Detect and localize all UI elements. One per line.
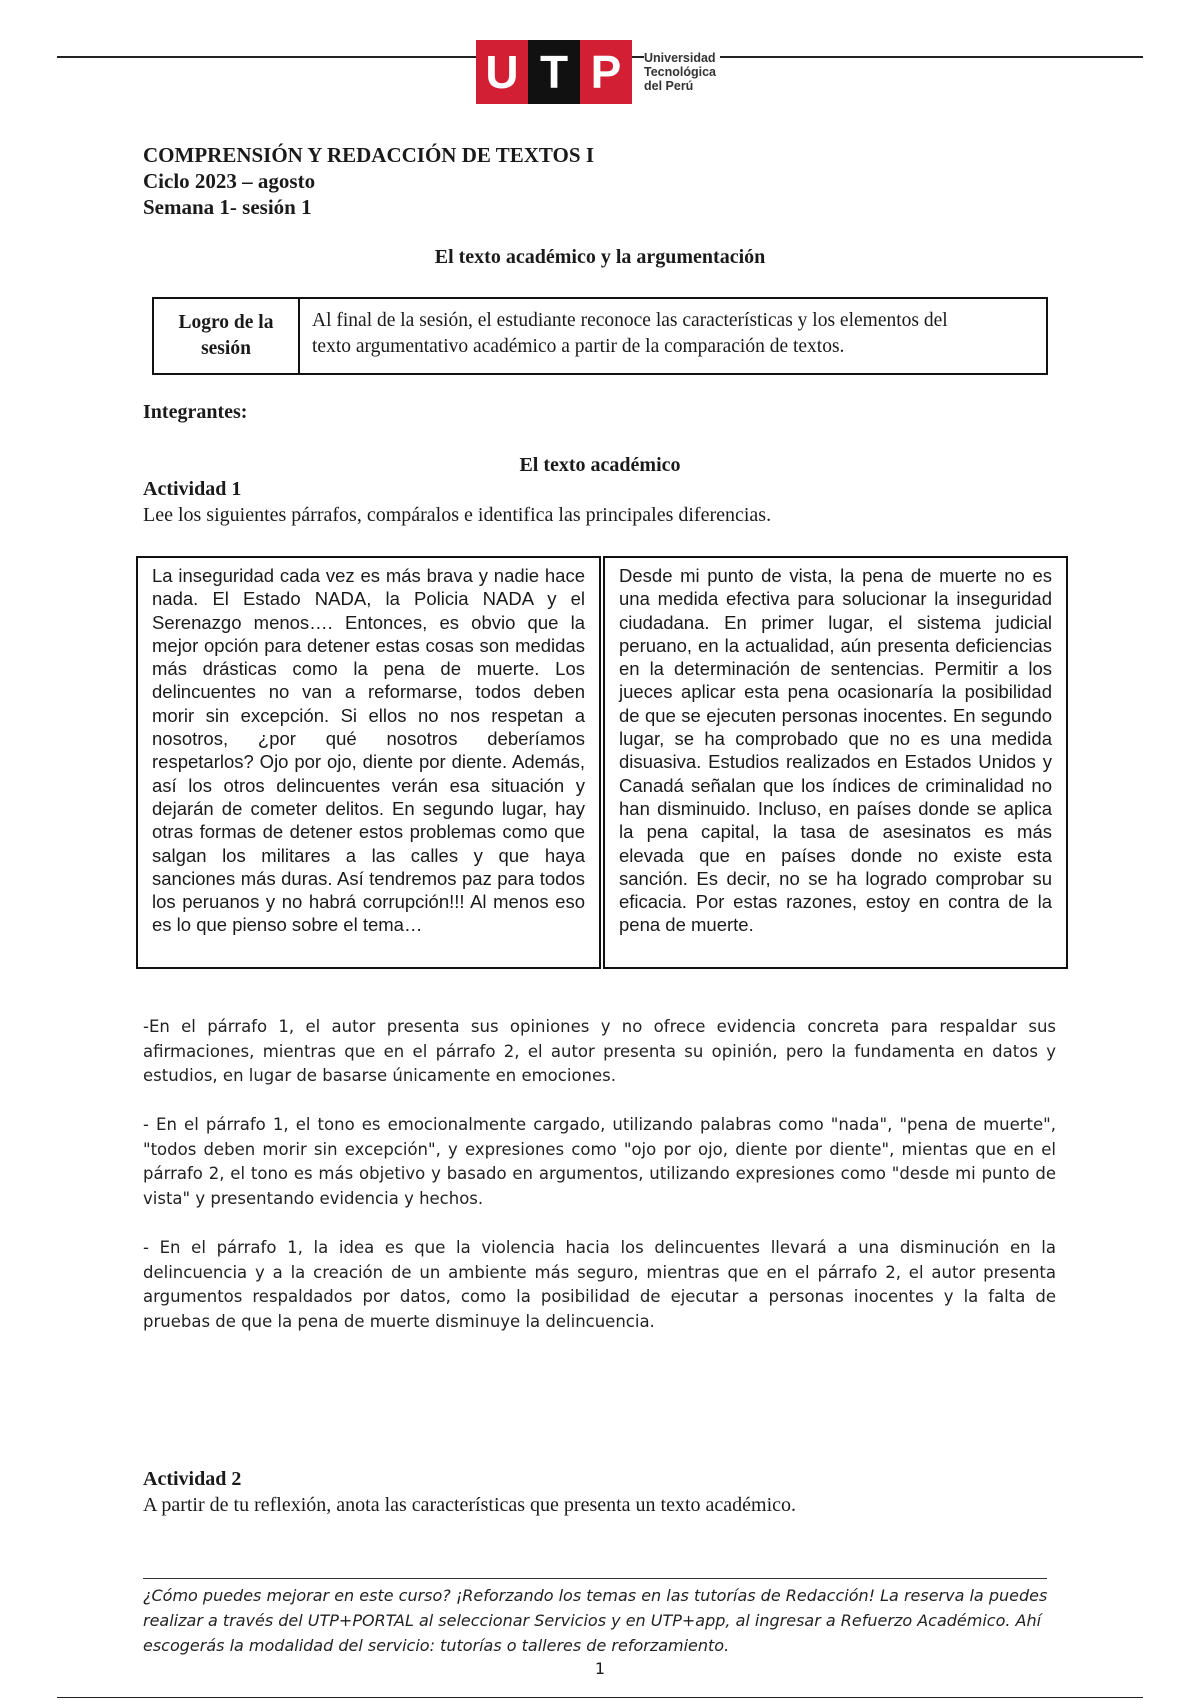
course-header [143,142,594,220]
footer-rule [143,1578,1047,1579]
page-number: 1 [594,1659,606,1678]
logro-table [152,297,1048,375]
course-cycle: Ciclo 2023 – agosto [143,169,316,193]
course-session: Semana 1- sesión 1 [143,195,312,219]
logo-letter-u: U [476,40,528,104]
logo-text-line: Universidad [644,51,716,65]
actividad-2-instruction: A partir de tu reflexión, anota las características que presenta un texto académico. [143,1494,797,1516]
actividad-1-instruction: Lee los siguientes párrafos, compáralos e identifica las principales diferencias. [143,504,772,526]
logro-text-line: texto argumentativo académico a partir de la comparación de textos. [312,336,845,357]
section-title: El texto académico [519,454,681,476]
integrantes-label: Integrantes: [143,401,248,423]
logo-letter-t: T [528,40,580,104]
footer-note: ¿Cómo puedes mejorar en este curso? ¡Reforzando los temas en las tutorías de Redacción! La reserva la puedes realizar a través del UTP+PORTAL al seleccionar Servicios y en UTP+app, al ingresar a Refuerzo Académico. Ahí escogerás la modalidad del servicio: tutorías o talleres de reforzamiento. [143,1586,1048,1655]
paragraph-1-box: La inseguridad cada vez es más brava y nadie hace nada. El Estado NADA, la Policia NADA y el Serenazgo menos…. Entonces, es obvio que la mejor opción para detener estas cosas son medidas más drásticas como la pena de muerte. Los delincuentes no van a reformarse, todos deben morir sin excepción. Si ellos no nos respetan a nosotros, ¿por qué nosotros deberíamos respetarlos? Ojo por ojo, diente por diente. Además, así los otros delincuentes verán esa situación y dejarán de cometer delitos. En segundo lugar, hay otras formas de detener estos problemas como que salgan los militares a las calles y que haya sanciones más duras. Así tendremos paz para todos los peruanos y no habrá corrupción!!! Al menos eso es lo que pienso sobre el tema… [136,556,601,969]
logro-label-line: sesión [201,338,251,359]
logo-letter-p: P [580,40,632,104]
utp-logo [476,40,720,104]
logro-label [154,299,300,373]
logro-label-line: Logro de la [178,312,274,333]
page-title: El texto académico y la argumentación [434,246,766,268]
actividad-1-title: Actividad 1 [143,478,242,500]
logro-text-line: Al final de la sesión, el estudiante reconoce las características y los elementos del [312,310,948,331]
course-title: COMPRENSIÓN Y REDACCIÓN DE TEXTOS I [143,143,594,167]
logo-university-name [644,51,720,93]
actividad-2-title: Actividad 2 [143,1468,242,1490]
analysis-point-2: - En el párrafo 1, el tono es emocionalmente cargado, utilizando palabras como "nada", "pena de muerte", "todos deben morir sin excepción", y expresiones como "ojo por ojo, diente por diente", mientas que en el párrafo 2, el tono es más objetivo y basado en argumentos, utilizando expresiones como "desde mi punto de vista" y presentando evidencia y hechos. [143,1115,1056,1208]
logo-text-line: Tecnológica [644,65,717,79]
analysis-point-1: -En el párrafo 1, el autor presenta sus opiniones y no ofrece evidencia concreta para respaldar sus afirmaciones, mientras que en el párrafo 2, el autor presenta su opinión, pero la fundamenta en datos y estudios, en lugar de basarse únicamente en emociones. [143,1017,1056,1085]
bottom-rule [57,1697,1143,1698]
logro-text [300,299,1046,373]
paragraph-2-box: Desde mi punto de vista, la pena de muerte no es una medida efectiva para solucionar la inseguridad ciudadana. En primer lugar, el sistema judicial peruano, en la actualidad, aún presenta deficiencias en la determinación de sentencias. Permitir a los jueces aplicar esta pena ocasionaría la posibilidad de que se ejecuten personas inocentes. En segundo lugar, se ha comprobado que no es una medida disuasiva. Estudios realizados en Estados Unidos y Canadá señalan que los índices de criminalidad no han disminuido. Incluso, en países donde se aplica la pena capital, la tasa de asesinatos es más elevada que en países donde no existe esta sanción. Es decir, no se ha logrado comprobar su eficacia. Por estas razones, estoy en contra de la pena de muerte. [603,556,1068,969]
analysis-point-3: - En el párrafo 1, la idea es que la violencia hacia los delincuentes llevará a una disminución en la delincuencia y a la creación de un ambiente más seguro, mientras que en el párrafo 2, el autor presenta argumentos respaldados por datos, como la posibilidad de ejecutar a personas inocentes y la falta de pruebas de que la pena de muerte disminuye la delincuencia. [143,1238,1056,1331]
logo-text-line: del Perú [644,79,694,93]
